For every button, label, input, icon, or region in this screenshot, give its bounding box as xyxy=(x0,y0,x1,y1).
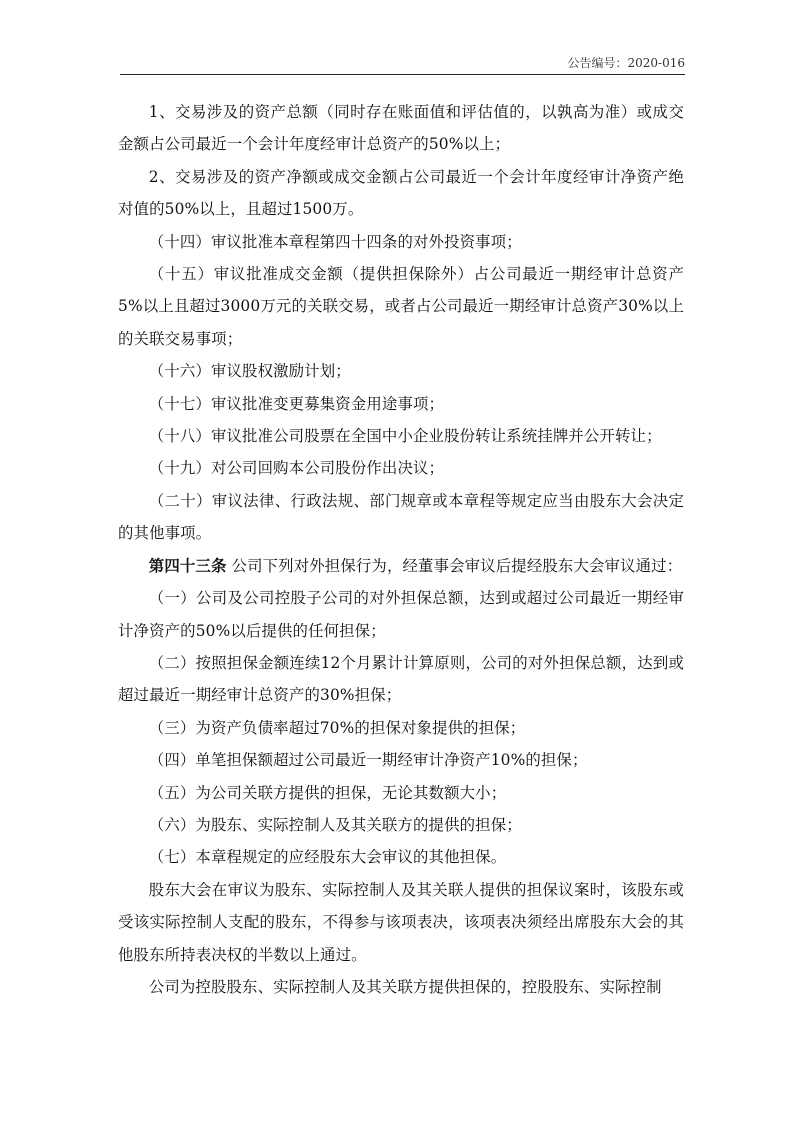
paragraph-text: （七）本章程规定的应经股东大会审议的其他担保。 xyxy=(148,848,507,867)
paragraph-text: （十九）对公司回购本公司股份作出决议； xyxy=(148,459,445,478)
paragraph xyxy=(118,874,684,971)
paragraph-text: （十四）审议批准本章程第四十四条的对外投资事项； xyxy=(148,232,522,251)
page-header xyxy=(120,52,685,75)
article-paragraph xyxy=(118,550,684,582)
paragraph xyxy=(118,777,684,809)
paragraph-text: 2、交易涉及的资产净额或成交金额占公司最近一个会计年度经审计净资产绝对值的50%以上，且超过1500万。 xyxy=(118,167,684,219)
paragraph xyxy=(118,647,684,712)
paragraph xyxy=(118,841,684,873)
paragraph xyxy=(118,161,684,226)
paragraph xyxy=(118,258,684,355)
paragraph-text: （六）为股东、实际控制人及其关联方的提供的担保； xyxy=(148,815,522,834)
paragraph-text: （五）为公司关联方提供的担保，无论其数额大小； xyxy=(148,783,507,802)
paragraph xyxy=(118,420,684,452)
paragraph xyxy=(118,744,684,776)
paragraph xyxy=(118,355,684,387)
paragraph-text: （十七）审议批准变更募集资金用途事项； xyxy=(148,394,445,413)
paragraph xyxy=(118,582,684,647)
paragraph-text: （二十）审议法律、行政法规、部门规章或本章程等规定应当由股东大会决定的其他事项。 xyxy=(118,491,684,543)
paragraph xyxy=(118,452,684,484)
paragraph xyxy=(118,96,684,161)
paragraph xyxy=(118,485,684,550)
paragraph xyxy=(118,712,684,744)
document-body xyxy=(118,96,684,1003)
paragraph-text: （十五）审议批准成交金额（提供担保除外）占公司最近一期经审计总资产5%以上且超过3000万元的关联交易，或者占公司最近一期经审计总资产30%以上的关联交易事项； xyxy=(118,265,684,348)
paragraph xyxy=(118,388,684,420)
paragraph-text: 公司下列对外担保行为，经董事会审议后提经股东大会审议通过： xyxy=(226,556,683,575)
paragraph xyxy=(118,971,684,1003)
paragraph-text: （二）按照担保金额连续12个月累计计算原则，公司的对外担保总额，达到或超过最近一期经审计总资产的30%担保； xyxy=(118,653,684,705)
paragraph-text: （一）公司及公司控股子公司的对外担保总额，达到或超过公司最近一期经审计净资产的50%以后提供的任何担保； xyxy=(118,589,684,640)
announcement-number: 公告编号：2020-016 xyxy=(567,56,685,70)
paragraph-text: 公司为控股股东、实际控制人及其关联方提供担保的，控股股东、实际控制 xyxy=(148,977,662,996)
paragraph-text: （三）为资产负债率超过70%的担保对象提供的担保； xyxy=(148,718,526,737)
paragraph-text: 股东大会在审议为股东、实际控制人及其关联人提供的担保议案时，该股东或受该实际控制人支配的股东，不得参与该项表决，该项表决须经出席股东大会的其他股东所持表决权的半数以上通过。 xyxy=(118,880,684,964)
article-heading: 第四十三条 xyxy=(148,556,227,575)
paragraph-text: （十八）审议批准公司股票在全国中小企业股份转让系统挂牌并公开转让； xyxy=(148,427,662,446)
paragraph xyxy=(118,226,684,258)
paragraph xyxy=(118,809,684,841)
paragraph-text: 1、交易涉及的资产总额（同时存在账面值和评估值的，以孰高为准）或成交金额占公司最近一个会计年度经审计总资产的50%以上； xyxy=(118,103,684,154)
paragraph-text: （十六）审议股权激励计划； xyxy=(148,362,351,381)
paragraph-text: （四）单笔担保额超过公司最近一期经审计净资产10%的担保； xyxy=(148,751,588,770)
